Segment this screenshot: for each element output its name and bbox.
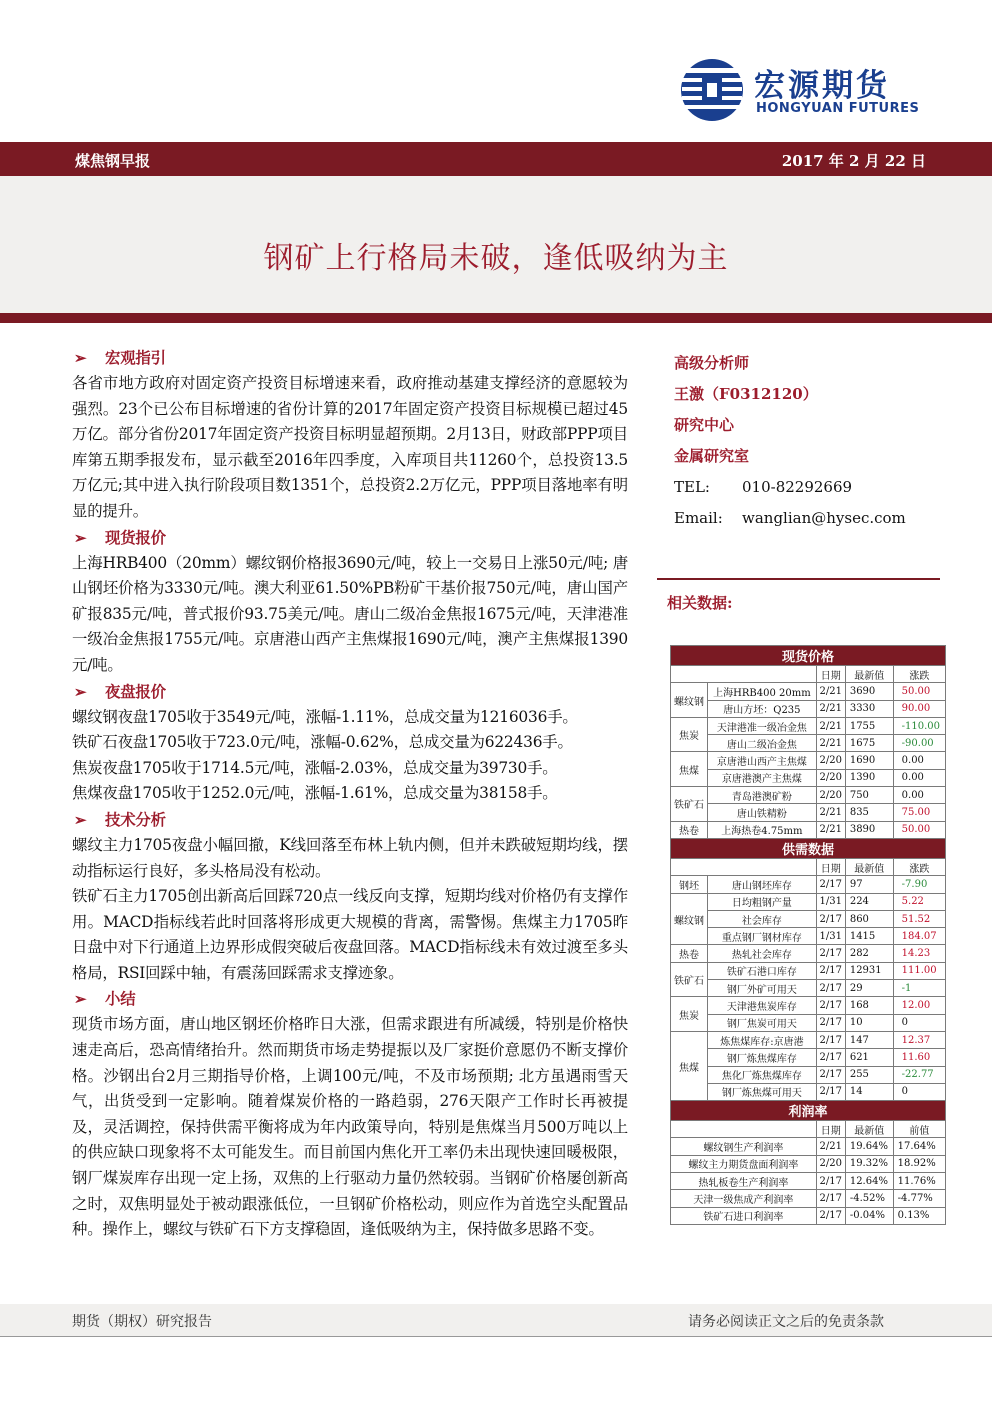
value-cell: 29 — [845, 980, 893, 997]
date-cell: 2/17 — [816, 1190, 845, 1207]
table-row — [671, 735, 946, 752]
section-paragraph: 螺纹主力1705夜盘小幅回撤，K线回落至布林上轨内侧，但并未跌破短期均线，摆动指标运行良好，多头格局没有松动。 — [72, 835, 628, 880]
change-cell: 0.00 — [893, 769, 945, 786]
column-label: 涨跌 — [893, 666, 945, 683]
item-cell: 天津一级焦成产利润率 — [671, 1190, 817, 1207]
value-cell: 147 — [845, 1031, 893, 1048]
value-cell: 12.64% — [845, 1173, 893, 1190]
arrow-icon: ➢ — [74, 528, 87, 547]
change-cell: 111.00 — [893, 962, 945, 979]
value-cell: 750 — [845, 787, 893, 804]
item-cell: 钢厂外矿可用天 — [708, 980, 817, 997]
item-cell: 重点钢厂钢材库存 — [708, 928, 817, 945]
change-cell: 51.52 — [893, 910, 945, 927]
change-cell: -1 — [893, 980, 945, 997]
table-row — [671, 821, 946, 838]
table-row — [671, 945, 946, 962]
date-cell: 2/20 — [816, 769, 845, 786]
column-blank — [671, 1121, 817, 1138]
table-section-title: 供需数据 — [671, 838, 946, 858]
value-cell: 3890 — [845, 821, 893, 838]
item-cell: 铁矿石进口利润率 — [671, 1207, 817, 1224]
value-cell: 12931 — [845, 962, 893, 979]
analyst-role: 高级分析师 — [674, 354, 750, 372]
table-row — [671, 700, 946, 717]
date-cell: 2/17 — [816, 945, 845, 962]
change-cell: 50.00 — [893, 821, 945, 838]
item-cell: 京唐港山西产主焦煤 — [708, 752, 817, 769]
value-cell: 860 — [845, 910, 893, 927]
item-cell: 热轧板卷生产利润率 — [671, 1173, 817, 1190]
change-cell: 0 — [893, 1083, 945, 1100]
item-cell: 天津港焦炭库存 — [708, 997, 817, 1014]
date-cell: 2/21 — [816, 1138, 845, 1155]
table-column-header — [671, 858, 946, 875]
change-cell: -22.77 — [893, 1066, 945, 1083]
column-label: 日期 — [816, 666, 845, 683]
section-paragraph: 焦煤夜盘1705收于1252.0元/吨，涨幅-1.61%，总成交量为38158手。 — [72, 784, 558, 803]
footer-report-label: 期货（期权）研究报告 — [72, 1314, 212, 1330]
date-cell: 2/17 — [816, 910, 845, 927]
section-heading: ➢ 小结 — [72, 986, 628, 1012]
date-cell: 2/17 — [816, 1207, 845, 1224]
date-cell: 2/17 — [816, 876, 845, 893]
item-cell: 唐山二级冶金焦 — [708, 735, 817, 752]
value-cell: 14 — [845, 1083, 893, 1100]
date-cell: 2/21 — [816, 683, 845, 700]
table-row — [671, 893, 946, 910]
change-cell: -7.90 — [893, 876, 945, 893]
table-row — [671, 717, 946, 734]
change-cell: 12.37 — [893, 1031, 945, 1048]
table-row — [671, 1014, 946, 1031]
change-cell: -90.00 — [893, 735, 945, 752]
category-cell: 焦煤 — [671, 1031, 708, 1100]
date-cell: 2/21 — [816, 804, 845, 821]
change-cell: 11.60 — [893, 1049, 945, 1066]
column-label: 最新值 — [845, 1121, 893, 1138]
table-row — [671, 804, 946, 821]
arrow-icon: ➢ — [74, 810, 87, 829]
sidebar-divider — [657, 578, 940, 580]
column-label: 日期 — [816, 1121, 845, 1138]
table-row — [671, 928, 946, 945]
change-cell: 14.23 — [893, 945, 945, 962]
item-cell: 青岛港澳矿粉 — [708, 787, 817, 804]
item-cell: 螺纹钢生产利润率 — [671, 1138, 817, 1155]
category-cell: 螺纹钢 — [671, 893, 708, 945]
category-cell: 铁矿石 — [671, 962, 708, 997]
analyst-dept: 研究中心 — [674, 416, 735, 434]
date-cell: 2/20 — [816, 787, 845, 804]
table-section-title: 现货价格 — [671, 646, 946, 666]
section-heading: ➢ 现货报价 — [72, 525, 628, 551]
section-paragraph: 螺纹钢夜盘1705收于3549元/吨，涨幅-1.11%，总成交量为1216036手。 — [72, 707, 578, 726]
change-cell: 75.00 — [893, 804, 945, 821]
value-cell: 1390 — [845, 769, 893, 786]
category-cell: 钢坯 — [671, 876, 708, 893]
section-paragraph: 铁矿石夜盘1705收于723.0元/吨，涨幅-0.62%，总成交量为622436手。 — [72, 733, 573, 752]
section-paragraph: 上海HRB400（20mm）螺纹钢价格报3690元/吨，较上一交易日上涨50元/吨; 唐山钢坯价格为3330元/吨。澳大利亚61.50%PB粉矿干基价报750元/吨，唐山国产矿报835元/吨，普式报价93.75美元/吨。唐山二级冶金焦报1675元/吨，天津港准一级冶金焦报1755元/吨。京唐港山西产主焦煤报1690元/吨，澳产主焦煤报1390元/吨。 — [72, 553, 628, 674]
report-body — [72, 345, 628, 1243]
table-row — [671, 787, 946, 804]
value-cell: -4.52% — [845, 1190, 893, 1207]
date-cell: 2/17 — [816, 980, 845, 997]
table-row — [671, 876, 946, 893]
section-paragraph: 焦炭夜盘1705收于1714.5元/吨，涨幅-2.03%，总成交量为39730手。 — [72, 758, 558, 777]
report-type: 煤焦钢早报 — [75, 152, 151, 170]
section-paragraph: 现货市场方面，唐山地区钢坯价格昨日大涨，但需求跟进有所减缓，特别是价格快速走高后，恐高情绪抬升。然而期货市场走势提振以及厂家挺价意愿仍不断支撑价格。沙钢出台2月三期指导价格，上调100元/吨，不及市场预期; 北方虽遇雨雪天气，出货受到一定影响。随着煤炭价格的一路趋弱，276天限产工作时长再被提及，灵活调控，保持供需平衡将成为年内政策导向，特别是焦煤当月500万吨以上的供应缺口现象将不太可能发生。而目前国内焦化开工率仍未出现快速回暖极限，钢厂煤炭库存出现一定上扬，双焦的上行驱动力量仍然较弱。当钢矿价格屡创新高之时，双焦明显处于被动跟涨低位，一旦钢矿价格松动，则应作为首选空头配置品种。操作上，螺纹与铁矿石下方支撑稳固，逢低吸纳为主，保持做多思路不变。 — [72, 1015, 628, 1239]
arrow-icon: ➢ — [74, 990, 87, 1009]
change-cell: 0 — [893, 1014, 945, 1031]
table-row — [671, 980, 946, 997]
table-row — [671, 769, 946, 786]
value-cell: 19.32% — [845, 1155, 893, 1172]
column-label: 涨跌 — [893, 858, 945, 875]
brand-name-cn: 宏源期货 — [754, 68, 890, 104]
date-cell: 2/17 — [816, 1083, 845, 1100]
value-cell: -0.04% — [845, 1207, 893, 1224]
table-section-header — [671, 838, 946, 858]
section-paragraph: 各省市地方政府对固定资产投资目标增速来看，政府推动基建支撑经济的意愿较为强烈。23个已公布目标增速的省份计算的2017年固定资产投资目标规模已超过45万亿。部分省份2017年固定资产投资目标明显超预期。2月13日，财政部PPP项目库第五期季报发布，显示截至2016年四季度，入库项目共11260个，总投资13.5万亿元;其中进入执行阶段项目数1351个，总投资2.2万亿元，PPP项目落地率有明显的提升。 — [72, 374, 628, 520]
change-cell: 50.00 — [893, 683, 945, 700]
column-label: 最新值 — [845, 666, 893, 683]
email-value[interactable]: wanglian@hysec.com — [742, 509, 906, 527]
table-row — [671, 1083, 946, 1100]
date-cell: 2/20 — [816, 1155, 845, 1172]
report-date: 2017 年 2 月 22 日 — [781, 152, 926, 170]
value-cell: 3330 — [845, 700, 893, 717]
item-cell: 螺纹主力期货盘面利润率 — [671, 1155, 817, 1172]
value-cell: 224 — [845, 893, 893, 910]
change-cell: 5.22 — [893, 893, 945, 910]
item-cell: 上海HRB400 20mm — [708, 683, 817, 700]
market-data-table — [670, 645, 946, 1225]
date-cell: 2/17 — [816, 1014, 845, 1031]
item-cell: 热轧社会库存 — [708, 945, 817, 962]
item-cell: 唐山方坯：Q235 — [708, 700, 817, 717]
table-row — [671, 1155, 946, 1172]
item-cell: 上海热卷4.75mm — [708, 821, 817, 838]
change-cell: 12.00 — [893, 997, 945, 1014]
date-cell: 2/17 — [816, 1049, 845, 1066]
value-cell: 255 — [845, 1066, 893, 1083]
item-cell: 钢厂炼焦煤可用天 — [708, 1083, 817, 1100]
analyst-tel — [674, 472, 906, 503]
item-cell: 日均粗钢产量 — [708, 893, 817, 910]
date-cell: 1/31 — [816, 928, 845, 945]
category-cell: 焦煤 — [671, 752, 708, 787]
section-heading: ➢ 宏观指引 — [72, 345, 628, 371]
brand-name-en: HONGYUAN FUTURES — [756, 101, 920, 116]
date-cell: 2/17 — [816, 997, 845, 1014]
arrow-icon: ➢ — [74, 682, 87, 701]
section-heading: ➢ 技术分析 — [72, 807, 628, 833]
date-cell: 2/21 — [816, 735, 845, 752]
arrow-icon: ➢ — [74, 349, 87, 367]
table-row — [671, 910, 946, 927]
table-section-header — [671, 646, 946, 666]
table-section-header — [671, 1101, 946, 1121]
date-cell: 2/20 — [816, 752, 845, 769]
value-cell: 1690 — [845, 752, 893, 769]
section-heading: ➢ 夜盘报价 — [72, 679, 628, 705]
table-row — [671, 1049, 946, 1066]
table-row — [671, 752, 946, 769]
prev-value-cell: -4.77% — [893, 1190, 945, 1207]
value-cell: 168 — [845, 997, 893, 1014]
column-label: 日期 — [816, 858, 845, 875]
table-row — [671, 1066, 946, 1083]
category-cell: 螺纹钢 — [671, 683, 708, 718]
date-cell: 2/21 — [816, 821, 845, 838]
category-cell: 热卷 — [671, 945, 708, 962]
table-row — [671, 683, 946, 700]
item-cell: 社会库存 — [708, 910, 817, 927]
item-cell: 炼焦煤库存:京唐港 — [708, 1031, 817, 1048]
value-cell: 1755 — [845, 717, 893, 734]
category-cell: 热卷 — [671, 821, 708, 838]
column-blank — [671, 666, 817, 683]
item-cell: 天津港准一级冶金焦 — [708, 717, 817, 734]
date-cell: 1/31 — [816, 893, 845, 910]
table-column-header — [671, 1121, 946, 1138]
value-cell: 1675 — [845, 735, 893, 752]
item-cell: 铁矿石港口库存 — [708, 962, 817, 979]
item-cell: 京唐港澳产主焦煤 — [708, 769, 817, 786]
change-cell: 0.00 — [893, 752, 945, 769]
category-cell: 铁矿石 — [671, 787, 708, 822]
value-cell: 835 — [845, 804, 893, 821]
email-label: Email: — [674, 509, 723, 527]
value-cell: 19.64% — [845, 1138, 893, 1155]
table-row — [671, 1190, 946, 1207]
table-row — [671, 1031, 946, 1048]
value-cell: 10 — [845, 1014, 893, 1031]
analyst-email — [674, 503, 906, 534]
column-label: 前值 — [893, 1121, 945, 1138]
value-cell: 1415 — [845, 928, 893, 945]
prev-value-cell: 18.92% — [893, 1155, 945, 1172]
table-row — [671, 1138, 946, 1155]
prev-value-cell: 0.13% — [893, 1207, 945, 1224]
item-cell: 焦化厂炼焦煤库存 — [708, 1066, 817, 1083]
footer-disclaimer: 请务必阅读正文之后的免责条款 — [688, 1314, 884, 1330]
value-cell: 3690 — [845, 683, 893, 700]
prev-value-cell: 17.64% — [893, 1138, 945, 1155]
column-blank — [671, 858, 817, 875]
date-cell: 2/21 — [816, 700, 845, 717]
analyst-info — [674, 348, 906, 534]
title-divider — [0, 313, 992, 323]
footer-line — [0, 1336, 992, 1337]
value-cell: 282 — [845, 945, 893, 962]
item-cell: 唐山铁精粉 — [708, 804, 817, 821]
table-row — [671, 1173, 946, 1190]
analyst-name: 王激（F0312120） — [674, 385, 818, 403]
change-cell: 0.00 — [893, 787, 945, 804]
table-row — [671, 997, 946, 1014]
date-cell: 2/21 — [816, 717, 845, 734]
value-cell: 97 — [845, 876, 893, 893]
table-row — [671, 1207, 946, 1224]
item-cell: 钢厂炼焦煤库存 — [708, 1049, 817, 1066]
date-cell: 2/17 — [816, 1173, 845, 1190]
page-title: 钢矿上行格局未破，逢低吸纳为主 — [263, 241, 729, 276]
column-label: 最新值 — [845, 858, 893, 875]
table-section-title: 利润率 — [671, 1101, 946, 1121]
section-paragraph: 铁矿石主力1705创出新高后回踩720点一线反向支撑，短期均线对价格仍有支撑作用。MACD指标线若此时回落将形成更大规模的背离，需警惕。焦煤主力1705昨日盘中对下行通道上边界形成假突破后夜盘回落。MACD指标线未有效过渡至多头格局，RSI回踩中轴，有震荡回踩需求支撑迹象。 — [72, 887, 628, 982]
change-cell: 184.07 — [893, 928, 945, 945]
table-row — [671, 962, 946, 979]
category-cell: 焦炭 — [671, 717, 708, 752]
item-cell: 唐山钢坯库存 — [708, 876, 817, 893]
tel-value: 010-82292669 — [742, 478, 853, 496]
date-cell: 2/17 — [816, 962, 845, 979]
change-cell: -110.00 — [893, 717, 945, 734]
prev-value-cell: 11.76% — [893, 1173, 945, 1190]
value-cell: 621 — [845, 1049, 893, 1066]
date-cell: 2/17 — [816, 1066, 845, 1083]
hongyuan-logo-icon — [680, 58, 744, 122]
category-cell: 焦炭 — [671, 997, 708, 1032]
table-column-header — [671, 666, 946, 683]
date-cell: 2/17 — [816, 1031, 845, 1048]
item-cell: 钢厂焦炭可用天 — [708, 1014, 817, 1031]
change-cell: 90.00 — [893, 700, 945, 717]
related-data-label: 相关数据: — [667, 594, 733, 612]
analyst-subdept: 金属研究室 — [674, 447, 750, 465]
tel-label: TEL: — [674, 478, 710, 496]
